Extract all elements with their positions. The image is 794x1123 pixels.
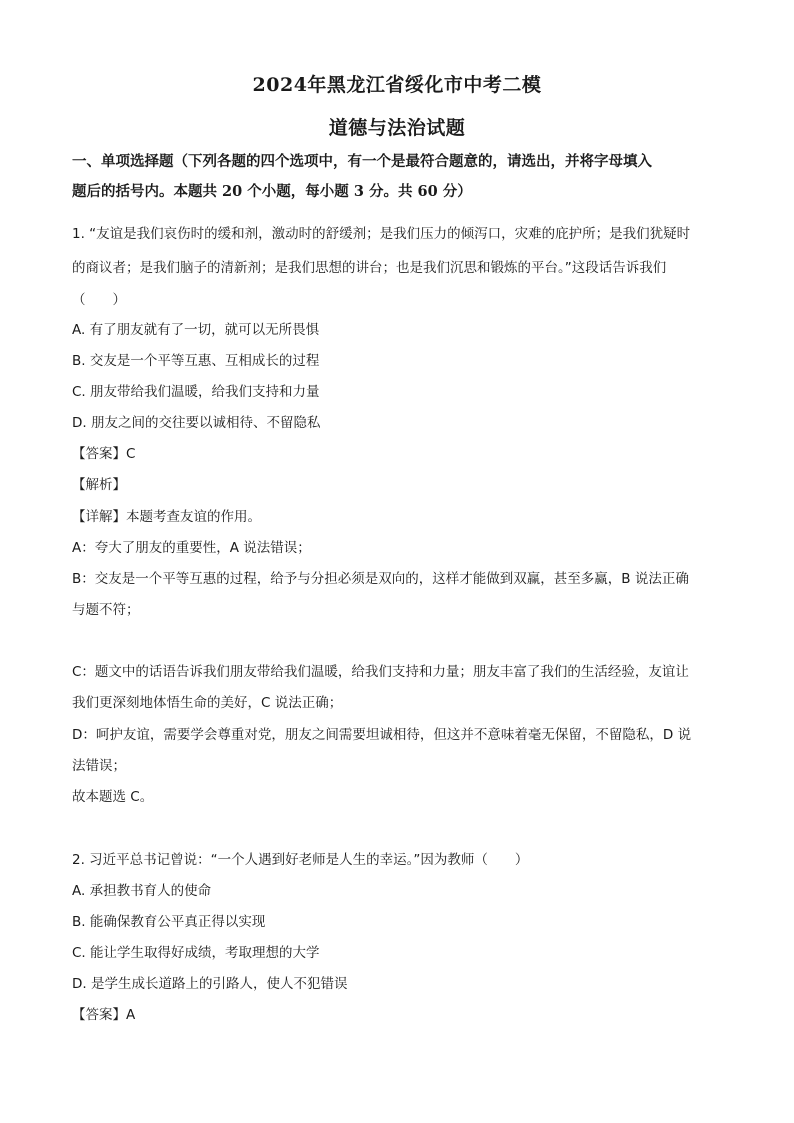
q1-stem-line-1: 1. “友谊是我们哀伤时的缓和剂，激动时的舒缓剂；是我们压力的倾泻口，灾难的庇护所；是我们犹疑时 bbox=[72, 226, 691, 242]
q1-analysis-label: 【解析】 bbox=[72, 477, 126, 493]
q1-stem-line-3: （ ） bbox=[72, 292, 126, 308]
document-subtitle: 道德与法治试题 bbox=[328, 117, 466, 139]
q1-explanation-d-1: D：呵护友谊，需要学会尊重对党，朋友之间需要坦诚相待，但这并不意味着毫无保留，不留隐私，D 说 bbox=[72, 727, 692, 743]
q1-explanation-a: A：夸大了朋友的重要性，A 说法错误； bbox=[72, 540, 311, 556]
document-title: 2024年黑龙江省绥化市中考二模 bbox=[252, 74, 542, 96]
q1-explanation-c-2: 我们更深刻地体悟生命的美好，C 说法正确； bbox=[72, 695, 343, 711]
q1-option-d: D. 朋友之间的交往要以诚相待、不留隐私 bbox=[72, 415, 321, 431]
detail-text: 本题考查友谊的作用。 bbox=[126, 509, 261, 525]
q2-option-c: C. 能让学生取得好成绩，考取理想的大学 bbox=[72, 945, 320, 961]
q1-detail bbox=[72, 505, 724, 525]
q1-conclusion: 故本题选 C。 bbox=[72, 789, 154, 805]
answer-label: 【答案】 bbox=[72, 446, 126, 462]
q1-option-a: A. 有了朋友就有了一切，就可以无所畏惧 bbox=[72, 322, 320, 338]
q2-option-b: B. 能确保教育公平真正得以实现 bbox=[72, 914, 266, 930]
q1-explanation-b-2: 与题不符； bbox=[72, 602, 140, 618]
q1-stem-line-2: 的商议者；是我们脑子的清新剂；是我们思想的讲台；也是我们沉思和锻炼的平台。”这段话告诉我们 bbox=[72, 260, 667, 276]
section-heading-line-2: 题后的括号内。本题共 20 个小题，每小题 3 分。共 60 分） bbox=[72, 183, 472, 200]
q1-option-c: C. 朋友带给我们温暖，给我们支持和力量 bbox=[72, 384, 320, 400]
answer-value: A bbox=[126, 1007, 136, 1023]
detail-label: 【详解】 bbox=[72, 509, 126, 525]
section-heading-line-1: 一、单项选择题（下列各题的四个选项中，有一个是最符合题意的，请选出，并将字母填入 bbox=[72, 153, 652, 170]
q2-answer bbox=[72, 1003, 724, 1023]
answer-value: C bbox=[126, 446, 136, 462]
q2-option-d: D. 是学生成长道路上的引路人，使人不犯错误 bbox=[72, 976, 348, 992]
q2-stem: 2. 习近平总书记曾说：“一个人遇到好老师是人生的幸运。”因为教师（ ） bbox=[72, 852, 529, 868]
q1-explanation-b-1: B：交友是一个平等互惠的过程，给予与分担必须是双向的，这样才能做到双赢，甚至多赢，B 说法正确 bbox=[72, 571, 689, 587]
q1-explanation-d-2: 法错误； bbox=[72, 758, 126, 774]
q1-explanation-c-1: C：题文中的话语告诉我们朋友带给我们温暖，给我们支持和力量；朋友丰富了我们的生活经验，友谊让 bbox=[72, 664, 689, 680]
q1-answer bbox=[72, 442, 724, 462]
answer-label: 【答案】 bbox=[72, 1007, 126, 1023]
q1-option-b: B. 交友是一个平等互惠、互相成长的过程 bbox=[72, 353, 320, 369]
q2-option-a: A. 承担教书育人的使命 bbox=[72, 883, 212, 899]
